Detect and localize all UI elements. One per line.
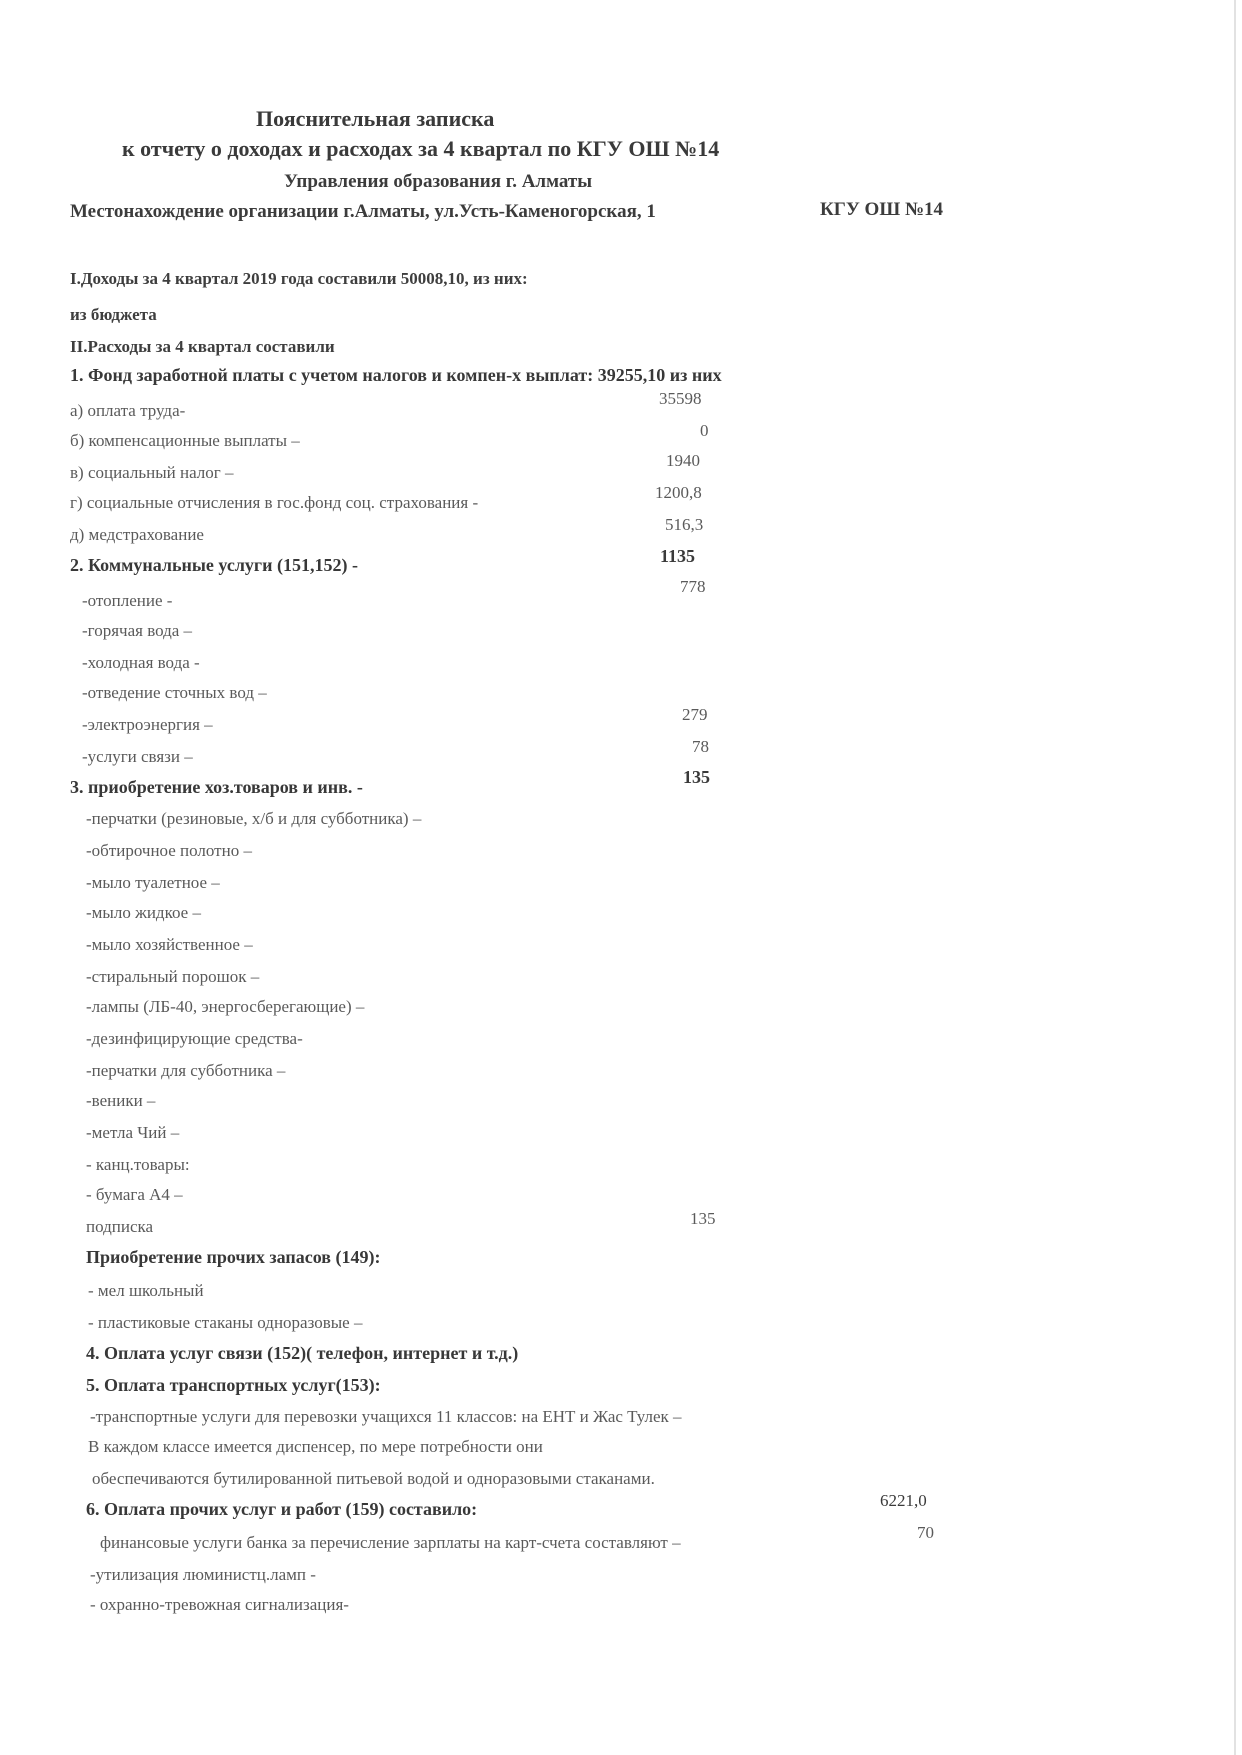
other-services-total: 6221,0	[880, 1491, 927, 1510]
utility-item-label: -холодная вода -	[82, 653, 200, 672]
payroll-item-value: 516,3	[665, 515, 704, 534]
payroll-item-value: 1940	[666, 451, 700, 470]
utility-item-label: -отведение сточных вод –	[82, 683, 267, 702]
payroll-item-value: 0	[700, 421, 709, 440]
supply-item-label: -мыло хозяйственное –	[86, 935, 253, 954]
supply-item-value: 135	[690, 1209, 716, 1228]
payroll-item-label: г) социальные отчисления в гос.фонд соц. страхования -	[70, 493, 479, 512]
payroll-item-value: 1200,8	[655, 483, 702, 502]
income-budget: из бюджета	[70, 305, 157, 324]
utility-item-value: 279	[682, 705, 708, 724]
other-service-item-label: финансовые услуги банка за перечисление зарплаты на карт-счета составляют –	[100, 1533, 681, 1552]
income-heading: I.Доходы за 4 квартал 2019 года составили 50008,10, из них:	[70, 269, 528, 288]
supplies-total: 135	[683, 767, 710, 787]
transport-line: В каждом классе имеется диспенсер, по мере потребности они	[88, 1437, 543, 1456]
supply-item-label: -перчатки для субботника –	[86, 1061, 286, 1080]
payroll-item-value: 35598	[659, 389, 702, 408]
supply-item-label: -мыло жидкое –	[86, 903, 201, 922]
supply-item-label: -обтирочное полотно –	[86, 841, 252, 860]
document-subtitle: к отчету о доходах и расходах за 4 квартал по КГУ ОШ №14	[122, 136, 720, 161]
supply-item-label: - канц.товары:	[86, 1155, 190, 1174]
utilities-heading: 2. Коммунальные услуги (151,152) -	[70, 555, 358, 575]
supply-item-label: -мыло туалетное –	[86, 873, 220, 892]
transport-line: обеспечиваются бутилированной питьевой водой и одноразовыми стаканами.	[92, 1469, 655, 1488]
supply-item-label: -дезинфицирующие средства-	[86, 1029, 303, 1048]
payroll-item-label: в) социальный налог –	[70, 463, 234, 482]
payroll-item-label: д) медстрахование	[70, 525, 204, 544]
utility-item-label: -услуги связи –	[82, 747, 193, 766]
supply-item-label: подписка	[86, 1217, 154, 1236]
organization-label: КГУ ОШ №14	[820, 199, 944, 220]
payroll-heading: 1. Фонд заработной платы с учетом налогов и компен-х выплат: 39255,10 из них	[70, 365, 722, 385]
supply-item-label: - бумага А4 –	[86, 1185, 183, 1204]
utility-item-value: 78	[692, 737, 709, 756]
supply-item-label: -лампы (ЛБ-40, энергосберегающие) –	[86, 997, 365, 1016]
other-service-item-label: -утилизация люминистц.ламп -	[90, 1565, 316, 1584]
utility-item-label: -электроэнергия –	[82, 715, 213, 734]
utility-item-label: -отопление -	[82, 591, 173, 610]
supplies-heading: 3. приобретение хоз.товаров и инв. -	[70, 777, 363, 797]
other-stock-heading: Приобретение прочих запасов (149):	[86, 1247, 381, 1267]
supply-item-label: -стиральный порошок –	[86, 967, 260, 986]
location-line: Местонахождение организации г.Алматы, ул.Усть-Каменогорская, 1	[70, 201, 656, 222]
department-line: Управления образования г. Алматы	[284, 171, 593, 192]
other-service-item-value: 70	[917, 1523, 934, 1542]
page-edge	[1234, 0, 1236, 1755]
communication-heading: 4. Оплата услуг связи (152)( телефон, интернет и т.д.)	[86, 1343, 519, 1363]
transport-heading: 5. Оплата транспортных услуг(153):	[86, 1375, 381, 1395]
supply-item-label: -веники –	[86, 1091, 156, 1110]
transport-line: -транспортные услуги для перевозки учащихся 11 классов: на ЕНТ и Жас Тулек –	[90, 1407, 682, 1426]
payroll-item-label: б) компенсационные выплаты –	[70, 431, 300, 450]
utility-item-label: -горячая вода –	[82, 621, 193, 640]
expenses-heading: II.Расходы за 4 квартал составили	[70, 337, 335, 356]
document-title: Пояснительная записка	[256, 106, 495, 131]
utilities-total: 1135	[660, 546, 696, 566]
other-stock-item: - пластиковые стаканы одноразовые –	[88, 1313, 363, 1332]
other-stock-item: - мел школьный	[88, 1281, 204, 1300]
other-services-heading: 6. Оплата прочих услуг и работ (159) составило:	[86, 1499, 478, 1519]
supply-item-label: -перчатки (резиновые, х/б и для субботника) –	[86, 809, 422, 828]
utility-item-value: 778	[680, 577, 706, 596]
other-service-item-label: - охранно-тревожная сигнализация-	[90, 1595, 349, 1614]
payroll-item-label: а) оплата труда-	[70, 401, 186, 420]
supply-item-label: -метла Чий –	[86, 1123, 180, 1142]
